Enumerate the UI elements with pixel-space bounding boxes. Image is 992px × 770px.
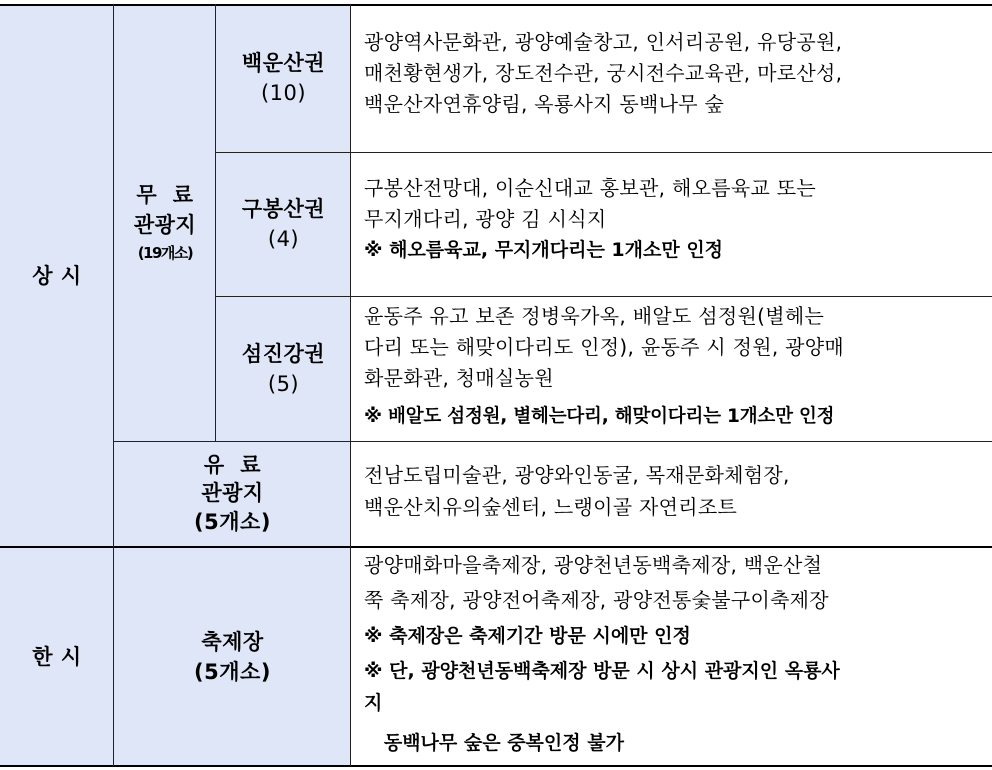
festival-label-line1: 축제장 [201, 629, 264, 654]
free-label-line3: (19개소) [137, 243, 193, 262]
festival-note-2: ※ 단, 광양천년동백축제장 방문 시 상시 관광지인 옥룡사 [364, 660, 840, 682]
paid-label-line3: (5개소) [194, 510, 271, 534]
area-count: (10) [260, 81, 307, 105]
free-attractions-label [114, 4, 216, 441]
area-name: 섬진강권 [241, 341, 326, 366]
row-divider [114, 441, 992, 442]
festival-note-4: 동백나무 숲은 중복인정 불가 [364, 732, 624, 754]
table-bottom-border [0, 765, 992, 767]
seomjingang-line-3: 화문화관, 청매실농원 [364, 366, 554, 390]
row-divider [216, 296, 992, 297]
column-divider [113, 4, 114, 766]
row-divider [216, 152, 992, 153]
baegunsan-line-2: 매천황현생가, 장도전수관, 궁시전수교육관, 마로산성, [364, 61, 843, 85]
temporary-label-text: 한 시 [32, 644, 82, 669]
area-label-baegunsan [216, 4, 351, 152]
area-name: 백운산권 [241, 51, 326, 75]
permanent-label-text: 상 시 [32, 263, 82, 288]
gubongsan-line-2: 무지개다리, 광양 김 시식지 [364, 207, 607, 231]
festival-note-1: ※ 축제장은 축제기간 방문 시에만 인정 [364, 625, 691, 647]
area-label-seomjingang [216, 296, 351, 441]
column-divider [350, 4, 351, 766]
area-label-gubongsan [216, 152, 351, 296]
paid-label-line2: 관광지 [201, 481, 264, 505]
temporary-label [0, 547, 114, 766]
paid-line-2: 백운산치유의숲센터, 느랭이골 자연리조트 [364, 495, 738, 519]
seomjingang-line-1: 윤동주 유고 보존 정병욱가옥, 배알도 섬정원(별헤는 [364, 304, 825, 328]
table-top-border [0, 4, 992, 6]
area-count: (4) [267, 227, 300, 251]
festival-line-1: 광양매화마을축제장, 광양천년동백축제장, 백운산철 [364, 553, 823, 577]
gubongsan-note: ※ 해오름육교, 무지개다리는 1개소만 인정 [364, 239, 724, 261]
baegunsan-line-3: 백운산자연휴양림, 옥룡사지 동백나무 숲 [364, 92, 725, 116]
paid-label-line1: 유 료 [203, 453, 262, 477]
area-name: 구봉산권 [241, 197, 326, 221]
area-count: (5) [267, 371, 300, 396]
seomjingang-note: ※ 배알도 섬정원, 별헤는다리, 해맞이다리는 1개소만 인정 [364, 406, 835, 427]
gubongsan-line-1: 구봉산전망대, 이순신대교 홍보관, 해오름육교 또는 [364, 176, 816, 200]
column-divider [215, 4, 216, 441]
festival-note-3: 지 [364, 692, 383, 714]
section-divider [0, 546, 992, 548]
festival-label [114, 547, 351, 766]
festival-label-line2: (5개소) [194, 659, 271, 684]
free-label-line2: 관광지 [133, 212, 197, 237]
free-label-line1: 무 료 [136, 182, 194, 207]
seomjingang-line-2: 다리 또는 해맞이다리도 인정), 윤동주 시 정원, 광양매 [364, 335, 845, 359]
permanent-label [0, 4, 114, 547]
paid-attractions-label [114, 441, 351, 547]
baegunsan-line-1: 광양역사문화관, 광양예술창고, 인서리공원, 유당공원, [364, 30, 843, 54]
paid-line-1: 전남도립미술관, 광양와인동굴, 목재문화체험장, [364, 463, 790, 487]
festival-line-2: 쭉 축제장, 광양전어축제장, 광양전통숯불구이축제장 [364, 588, 829, 612]
